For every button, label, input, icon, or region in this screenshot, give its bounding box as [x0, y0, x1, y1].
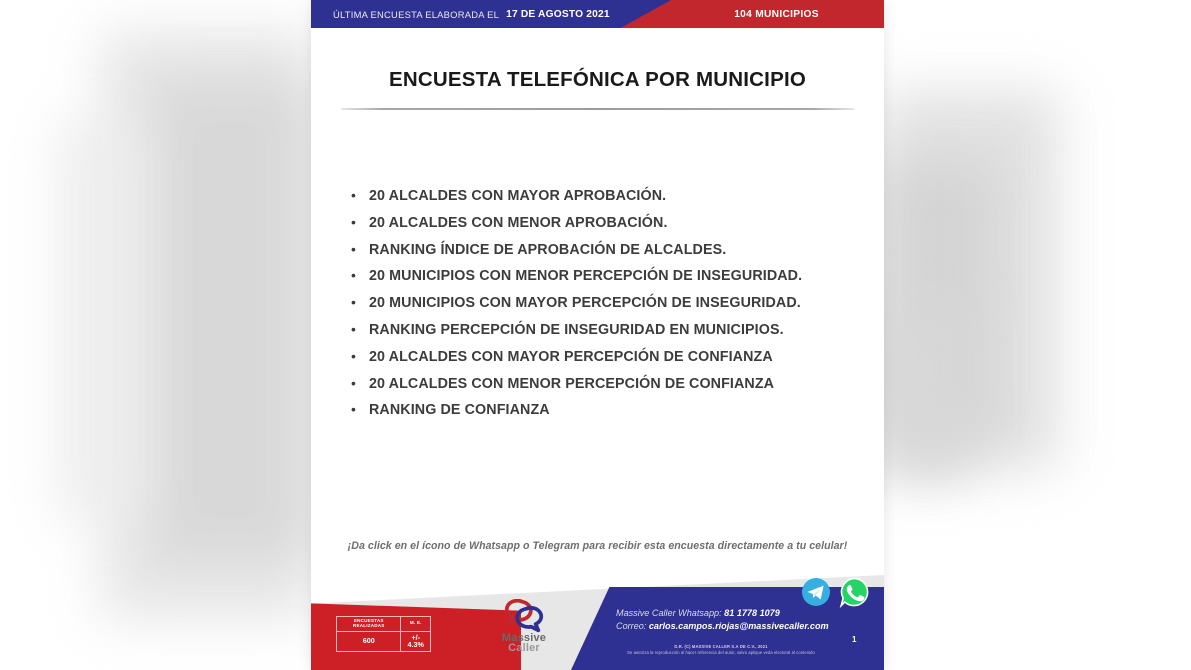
list-item-label: 20 ALCALDES CON MENOR APROBACIÓN.	[369, 214, 668, 231]
table-row	[337, 631, 431, 651]
whatsapp-number[interactable]: 81 1778 1079	[724, 608, 780, 618]
reproduction-notice-line: Se autoriza la reproducción al hacer referencia del autor, salvo aplique veda electoral al contenido	[627, 649, 815, 655]
email-address[interactable]: carlos.campos.riojas@massivecaller.com	[648, 621, 829, 632]
list-item	[349, 322, 869, 349]
background-blur-shape	[150, 80, 310, 560]
messenger-cta-note: ¡Da click en el ícono de Whatsapp o Telegram para recibir esta encuesta directamente a tu celular!	[347, 540, 848, 552]
bullet-dot-icon: •	[351, 294, 356, 311]
speech-bubbles-logo-icon	[504, 599, 544, 633]
list-item-label: RANKING ÍNDICE DE APROBACIÓN DE ALCALDES.	[369, 241, 727, 258]
list-item	[349, 268, 869, 295]
list-item-label: 20 MUNICIPIOS CON MAYOR PERCEPCIÓN DE INSEGURIDAD.	[369, 295, 801, 312]
whatsapp-icon[interactable]	[838, 576, 870, 608]
bullet-dot-icon: •	[351, 267, 356, 284]
table-row	[337, 617, 431, 632]
contact-info-block	[616, 607, 829, 633]
header-date-label: ÚLTIMA ENCUESTA ELABORADA EL	[333, 8, 500, 20]
page-number: 1	[852, 635, 857, 644]
massive-caller-logo	[487, 599, 561, 654]
stats-value-margin: +/- 4.3%	[401, 631, 431, 651]
stats-header-encuestas: ENCUESTAS REALIZADAS	[337, 617, 401, 632]
email-label: Correo:	[616, 621, 647, 632]
list-item	[349, 295, 869, 322]
header-date-value: 17 DE AGOSTO 2021	[506, 8, 610, 20]
page-title: ENCUESTA TELEFÓNICA POR MUNICIPIO	[389, 68, 806, 91]
logo-word-massive: Massive	[501, 632, 547, 644]
list-item	[349, 402, 869, 429]
bullet-dot-icon: •	[351, 374, 356, 391]
bullet-dot-icon: •	[351, 401, 356, 418]
bullet-dot-icon: •	[351, 187, 356, 203]
slide-footer	[311, 575, 884, 670]
header-municipios-count: 104 MUNICIPIOS	[734, 8, 819, 20]
slide-header-bar	[311, 0, 884, 28]
background-blur-shape	[55, 120, 145, 520]
list-item	[349, 215, 869, 242]
stats-value-encuestas: 600	[337, 631, 401, 651]
list-item-label: 20 ALCALDES CON MAYOR PERCEPCIÓN DE CONFIANZA	[369, 348, 773, 365]
copyright-line: D.R. (C) MASSIVE CALLER S.A DE C.V., 2021	[674, 644, 768, 649]
list-item	[349, 349, 869, 376]
bullet-dot-icon: •	[351, 347, 356, 364]
list-item-label: 20 MUNICIPIOS CON MENOR PERCEPCIÓN DE INSEGURIDAD.	[369, 268, 803, 285]
messenger-icon-group	[800, 576, 870, 608]
bullet-dot-icon: •	[351, 240, 356, 257]
background-blur-shape	[880, 300, 970, 480]
whatsapp-contact-line	[616, 607, 829, 620]
stats-header-margin: M. E.	[401, 617, 431, 632]
list-item	[349, 242, 869, 269]
list-item-label: RANKING DE CONFIANZA	[369, 402, 550, 419]
contents-bullet-list	[349, 188, 869, 429]
presentation-slide	[311, 0, 884, 670]
list-item-label: 20 ALCALDES CON MENOR PERCEPCIÓN DE CONFIANZA	[369, 375, 775, 392]
bullet-dot-icon: •	[351, 213, 356, 230]
whatsapp-label: Massive Caller Whatsapp:	[616, 608, 722, 618]
bullet-dot-icon: •	[351, 320, 356, 337]
copyright-notice	[561, 644, 881, 655]
header-date-group	[333, 0, 610, 28]
list-item-label: RANKING PERCEPCIÓN DE INSEGURIDAD EN MUNICIPIOS.	[369, 321, 784, 338]
email-contact-line	[616, 620, 829, 633]
logo-word-caller: Caller	[508, 642, 540, 654]
telegram-icon[interactable]	[800, 576, 832, 608]
list-item	[349, 188, 869, 215]
title-divider	[341, 108, 854, 110]
list-item-label: 20 ALCALDES CON MAYOR APROBACIÓN.	[369, 188, 667, 204]
survey-stats-table	[336, 616, 431, 652]
list-item	[349, 376, 869, 403]
